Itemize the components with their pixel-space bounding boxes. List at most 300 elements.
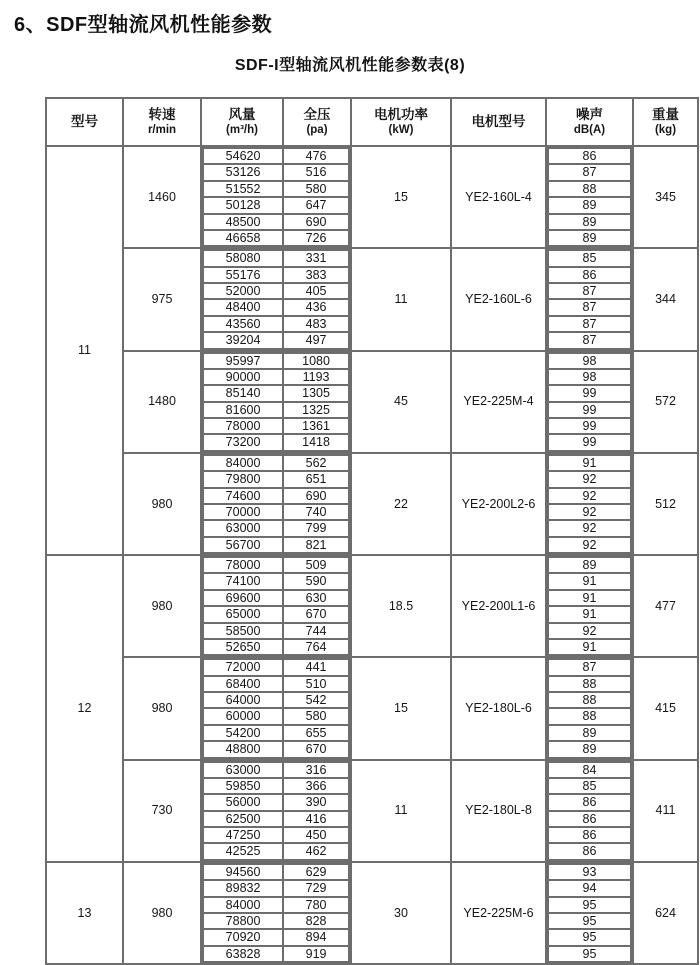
noise-row [548,369,631,385]
noise-value: 98 [548,369,631,385]
airflow-pressure-inner-table [202,249,350,349]
header-motor-power: 电机功率 (kW) [351,98,451,146]
motor-power-cell: 30 [351,862,451,964]
data-row [203,659,349,675]
data-row [203,164,349,180]
noise-value: 86 [548,843,631,859]
noise-value: 86 [548,148,631,164]
data-row [203,299,349,315]
airflow-value: 55176 [203,267,283,283]
airflow-value: 60000 [203,708,283,724]
performance-table-body [46,146,698,964]
pressure-value: 390 [283,794,349,810]
pressure-value: 740 [283,504,349,520]
airflow-value: 79800 [203,471,283,487]
noise-row [548,794,631,810]
noise-value: 87 [548,659,631,675]
speed-cell: 1460 [123,146,201,248]
noise-value: 92 [548,504,631,520]
airflow-value: 69600 [203,590,283,606]
data-row [203,418,349,434]
noise-row [548,725,631,741]
noise-value: 92 [548,471,631,487]
motor-model-cell: YE2-180L-8 [451,760,546,862]
noise-row [548,488,631,504]
noise-value: 87 [548,164,631,180]
airflow-value: 54200 [203,725,283,741]
airflow-value: 56700 [203,537,283,553]
noise-block [546,862,633,964]
airflow-value: 63828 [203,946,283,962]
pressure-value: 542 [283,692,349,708]
header-row [46,98,698,146]
noise-row [548,353,631,369]
airflow-pressure-block [201,657,351,759]
airflow-value: 48400 [203,299,283,315]
noise-value: 91 [548,573,631,589]
model-cell: 13 [46,862,123,964]
airflow-value: 74600 [203,488,283,504]
data-row [203,762,349,778]
noise-value: 86 [548,811,631,827]
motor-model-cell: YE2-225M-4 [451,351,546,453]
airflow-value: 70920 [203,929,283,945]
weight-cell: 624 [633,862,698,964]
data-row [203,369,349,385]
pressure-value: 670 [283,606,349,622]
noise-row [548,913,631,929]
pressure-value: 436 [283,299,349,315]
data-row [203,864,349,880]
motor-model-cell: YE2-160L-6 [451,248,546,350]
pressure-value: 828 [283,913,349,929]
noise-value: 89 [548,230,631,246]
pressure-value: 562 [283,455,349,471]
noise-value: 91 [548,455,631,471]
airflow-value: 90000 [203,369,283,385]
noise-row [548,316,631,332]
motor-model-cell: YE2-160L-4 [451,146,546,248]
noise-row [548,471,631,487]
airflow-value: 58500 [203,623,283,639]
airflow-value: 68400 [203,676,283,692]
airflow-value: 84000 [203,455,283,471]
airflow-value: 50128 [203,197,283,213]
noise-row [548,504,631,520]
airflow-value: 84000 [203,897,283,913]
noise-value: 91 [548,639,631,655]
pressure-value: 919 [283,946,349,962]
header-airflow: 风量 (m³/h) [201,98,283,146]
airflow-value: 65000 [203,606,283,622]
data-row [203,214,349,230]
data-row [203,794,349,810]
airflow-value: 56000 [203,794,283,810]
data-row [203,434,349,450]
noise-value: 87 [548,316,631,332]
pressure-value: 580 [283,708,349,724]
header-noise-label: 噪声 [576,107,603,123]
noise-row [548,267,631,283]
airflow-value: 81600 [203,402,283,418]
header-motor-power-label: 电机功率 [374,107,428,123]
noise-value: 87 [548,332,631,348]
noise-row [548,708,631,724]
airflow-value: 63000 [203,520,283,536]
noise-row [548,741,631,757]
noise-row [548,299,631,315]
model-cell: 11 [46,146,123,555]
noise-value: 99 [548,385,631,401]
noise-row [548,197,631,213]
noise-row [548,573,631,589]
data-row [203,741,349,757]
model-cell: 12 [46,555,123,862]
data-row [203,913,349,929]
data-row [203,537,349,553]
data-row [203,843,349,859]
header-motor-model [451,98,546,146]
weight-cell: 411 [633,760,698,862]
airflow-pressure-inner-table [202,147,350,247]
group-row [46,248,698,350]
group-row [46,146,698,248]
airflow-value: 85140 [203,385,283,401]
data-row [203,606,349,622]
noise-block [546,351,633,453]
pressure-value: 462 [283,843,349,859]
airflow-pressure-block [201,760,351,862]
pressure-value: 630 [283,590,349,606]
pressure-value: 497 [283,332,349,348]
noise-value: 85 [548,250,631,266]
noise-inner-table [547,454,632,554]
motor-power-cell: 22 [351,453,451,555]
pressure-value: 1361 [283,418,349,434]
noise-row [548,639,631,655]
airflow-value: 72000 [203,659,283,675]
header-motor-model-label: 电机型号 [471,113,526,129]
noise-value: 92 [548,623,631,639]
data-row [203,332,349,348]
pressure-value: 366 [283,778,349,794]
header-speed: 转速 r/min [123,98,201,146]
noise-row [548,385,631,401]
noise-value: 86 [548,794,631,810]
noise-value: 88 [548,692,631,708]
data-row [203,827,349,843]
airflow-pressure-block [201,351,351,453]
header-noise: 噪声 dB(A) [546,98,633,146]
pressure-value: 690 [283,488,349,504]
noise-value: 86 [548,827,631,843]
noise-block [546,657,633,759]
airflow-value: 78000 [203,557,283,573]
pressure-value: 331 [283,250,349,266]
airflow-value: 48800 [203,741,283,757]
noise-block [546,248,633,350]
noise-row [548,164,631,180]
noise-inner-table [547,863,632,963]
airflow-value: 54620 [203,148,283,164]
pressure-value: 670 [283,741,349,757]
airflow-value: 64000 [203,692,283,708]
airflow-pressure-inner-table [202,556,350,656]
data-row [203,725,349,741]
pressure-value: 655 [283,725,349,741]
motor-power-cell: 15 [351,657,451,759]
data-row [203,455,349,471]
header-weight-label: 重量 [652,107,679,123]
data-row [203,316,349,332]
motor-power-cell: 11 [351,248,451,350]
noise-value: 85 [548,778,631,794]
noise-row [548,676,631,692]
noise-row [548,623,631,639]
pressure-value: 1325 [283,402,349,418]
pressure-value: 590 [283,573,349,589]
header-weight: 重量 (kg) [633,98,698,146]
pressure-value: 416 [283,811,349,827]
noise-row [548,418,631,434]
airflow-value: 63000 [203,762,283,778]
data-row [203,181,349,197]
noise-row [548,520,631,536]
group-row [46,453,698,555]
noise-value: 91 [548,606,631,622]
data-row [203,197,349,213]
airflow-value: 47250 [203,827,283,843]
airflow-pressure-block [201,555,351,657]
noise-value: 98 [548,353,631,369]
noise-block [546,146,633,248]
noise-value: 89 [548,557,631,573]
airflow-value: 48500 [203,214,283,230]
pressure-value: 476 [283,148,349,164]
noise-row [548,250,631,266]
airflow-value: 43560 [203,316,283,332]
airflow-value: 95997 [203,353,283,369]
airflow-pressure-block [201,862,351,964]
data-row [203,929,349,945]
noise-row [548,762,631,778]
performance-table [45,97,699,965]
noise-inner-table [547,761,632,861]
noise-inner-table [547,249,632,349]
pressure-value: 450 [283,827,349,843]
header-model-label: 型号 [71,113,98,129]
pressure-value: 580 [283,181,349,197]
noise-row [548,778,631,794]
data-row [203,402,349,418]
noise-value: 89 [548,214,631,230]
noise-block [546,555,633,657]
airflow-value: 78000 [203,418,283,434]
noise-row [548,181,631,197]
noise-value: 99 [548,402,631,418]
pressure-value: 780 [283,897,349,913]
pressure-value: 647 [283,197,349,213]
noise-row [548,929,631,945]
motor-power-cell: 11 [351,760,451,862]
pressure-value: 441 [283,659,349,675]
noise-row [548,843,631,859]
noise-value: 94 [548,880,631,896]
data-row [203,811,349,827]
noise-value: 93 [548,864,631,880]
data-row [203,573,349,589]
data-row [203,488,349,504]
noise-value: 99 [548,418,631,434]
header-model [46,98,123,146]
noise-value: 91 [548,590,631,606]
noise-value: 89 [548,725,631,741]
data-row [203,778,349,794]
pressure-value: 629 [283,864,349,880]
motor-model-cell: YE2-180L-6 [451,657,546,759]
noise-row [548,148,631,164]
weight-cell: 344 [633,248,698,350]
airflow-pressure-block [201,248,351,350]
noise-row [548,880,631,896]
noise-row [548,402,631,418]
data-row [203,897,349,913]
pressure-value: 1080 [283,353,349,369]
noise-row [548,283,631,299]
noise-row [548,455,631,471]
group-row [46,657,698,759]
airflow-pressure-inner-table [202,352,350,452]
noise-value: 95 [548,897,631,913]
noise-row [548,537,631,553]
noise-row [548,590,631,606]
airflow-value: 39204 [203,332,283,348]
data-row [203,590,349,606]
motor-power-cell: 45 [351,351,451,453]
pressure-value: 729 [283,880,349,896]
airflow-value: 74100 [203,573,283,589]
pressure-value: 510 [283,676,349,692]
noise-value: 84 [548,762,631,778]
airflow-value: 53126 [203,164,283,180]
noise-inner-table [547,556,632,656]
group-row [46,862,698,964]
pressure-value: 405 [283,283,349,299]
noise-value: 95 [548,913,631,929]
noise-value: 99 [548,434,631,450]
motor-model-cell: YE2-200L2-6 [451,453,546,555]
weight-cell: 572 [633,351,698,453]
pressure-value: 726 [283,230,349,246]
pressure-value: 690 [283,214,349,230]
noise-value: 89 [548,197,631,213]
data-row [203,250,349,266]
data-row [203,230,349,246]
noise-value: 88 [548,181,631,197]
data-row [203,385,349,401]
noise-row [548,827,631,843]
noise-value: 88 [548,676,631,692]
speed-cell: 980 [123,657,201,759]
airflow-value: 70000 [203,504,283,520]
airflow-value: 42525 [203,843,283,859]
airflow-value: 89832 [203,880,283,896]
noise-value: 89 [548,741,631,757]
airflow-pressure-inner-table [202,863,350,963]
weight-cell: 415 [633,657,698,759]
airflow-pressure-inner-table [202,658,350,758]
data-row [203,267,349,283]
header-pressure-label: 全压 [303,107,331,123]
data-row [203,353,349,369]
noise-inner-table [547,658,632,758]
data-row [203,471,349,487]
noise-row [548,214,631,230]
motor-model-cell: YE2-200L1-6 [451,555,546,657]
noise-value: 92 [548,520,631,536]
group-row [46,555,698,657]
data-row [203,283,349,299]
airflow-value: 46658 [203,230,283,246]
airflow-value: 59850 [203,778,283,794]
noise-block [546,453,633,555]
noise-inner-table [547,352,632,452]
speed-cell: 980 [123,453,201,555]
pressure-value: 1193 [283,369,349,385]
noise-value: 87 [548,283,631,299]
noise-inner-table [547,147,632,247]
pressure-value: 799 [283,520,349,536]
noise-value: 86 [548,267,631,283]
noise-row [548,606,631,622]
speed-cell: 980 [123,862,201,964]
speed-cell: 975 [123,248,201,350]
noise-row [548,946,631,962]
speed-cell: 730 [123,760,201,862]
pressure-value: 821 [283,537,349,553]
airflow-value: 51552 [203,181,283,197]
noise-block [546,760,633,862]
data-row [203,946,349,962]
data-row [203,623,349,639]
airflow-pressure-block [201,453,351,555]
noise-value: 88 [548,708,631,724]
group-row [46,351,698,453]
pressure-value: 316 [283,762,349,778]
noise-row [548,864,631,880]
data-row [203,520,349,536]
airflow-pressure-inner-table [202,761,350,861]
airflow-value: 52650 [203,639,283,655]
noise-value: 95 [548,946,631,962]
data-row [203,557,349,573]
speed-cell: 1480 [123,351,201,453]
data-row [203,676,349,692]
data-row [203,504,349,520]
header-pressure: 全压 (pa) [283,98,351,146]
airflow-value: 58080 [203,250,283,266]
pressure-value: 651 [283,471,349,487]
airflow-pressure-inner-table [202,454,350,554]
noise-value: 87 [548,299,631,315]
airflow-value: 94560 [203,864,283,880]
pressure-value: 894 [283,929,349,945]
pressure-value: 509 [283,557,349,573]
data-row [203,148,349,164]
weight-cell: 477 [633,555,698,657]
group-row [46,760,698,862]
pressure-value: 764 [283,639,349,655]
